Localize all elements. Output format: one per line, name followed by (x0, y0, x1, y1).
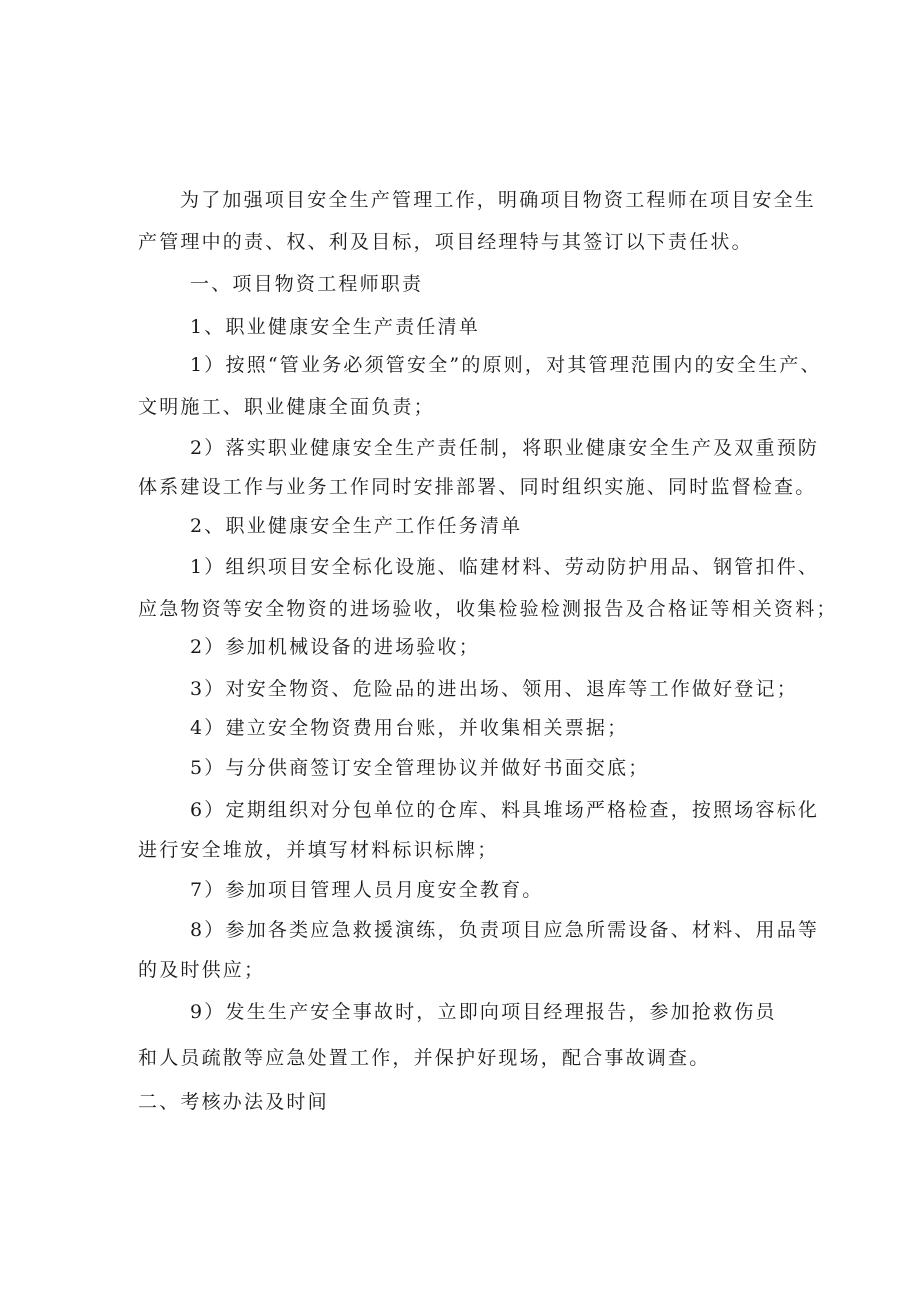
sub-2-item-8-line-1: 8）参加各类应急救援演练，负责项目应急所需设备、材料、用品等 (190, 919, 820, 941)
sub-2-item-6-line-1: 6）定期组织对分包单位的仓库、料具堆场严格检查，按照场容标化 (190, 799, 820, 821)
sub-2-item-9-line-2: 和人员疏散等应急处置工作，并保护好现场，配合事故调查。 (138, 1047, 711, 1069)
section-2-heading: 二、考核办法及时间 (138, 1091, 329, 1113)
sub-1-item-2-line-2: 体系建设工作与业务工作同时安排部署、同时组织实施、同时监督检查。 (138, 476, 817, 498)
section-1-heading: 一、项目物资工程师职责 (190, 273, 424, 295)
sub-1-item-1-line-2: 文明施工、职业健康全面负责； (138, 396, 435, 418)
sub-2-item-3: 3）对安全物资、危险品的进出场、领用、退库等工作做好登记； (190, 678, 798, 700)
sub-2-item-5: 5）与分供商签订安全管理协议并做好书面交底； (190, 757, 650, 779)
intro-line-1: 为了加强项目安全生产管理工作，明确项目物资工程师在项目安全生 (180, 189, 817, 211)
sub-2-heading: 2、职业健康安全生产工作任务清单 (190, 515, 523, 537)
sub-2-item-8-line-2: 的及时供应； (138, 959, 266, 981)
sub-2-item-2: 2）参加机械设备的进场验收； (190, 636, 480, 658)
sub-1-heading: 1、职业健康安全生产责任清单 (190, 316, 480, 338)
intro-line-2: 产管理中的责、权、利及目标，项目经理特与其签订以下责任状。 (138, 231, 753, 253)
sub-2-item-1-line-2: 应急物资等安全物资的进场验收，收集检验检测报告及合格证等相关资料； (138, 598, 838, 620)
sub-2-item-7: 7）参加项目管理人员月度安全教育。 (190, 879, 544, 901)
sub-2-item-6-line-2: 进行安全堆放，并填写材料标识标牌； (138, 839, 499, 861)
sub-2-item-9-line-1: 9）发生生产安全事故时，立即向项目经理报告，参加抢救伤员 (190, 1001, 777, 1023)
sub-2-item-1-line-1: 1）组织项目安全标化设施、临建材料、劳动防护用品、钢管扣件、 (190, 556, 820, 578)
sub-1-item-1-line-1: 1）按照“管业务必须管安全”的原则，对其管理范围内的安全生产、 (190, 354, 822, 376)
sub-2-item-4: 4）建立安全物资费用台账，并收集相关票据； (190, 717, 629, 739)
sub-1-item-2-line-1: 2）落实职业健康安全生产责任制，将职业健康安全生产及双重预防 (190, 437, 820, 459)
